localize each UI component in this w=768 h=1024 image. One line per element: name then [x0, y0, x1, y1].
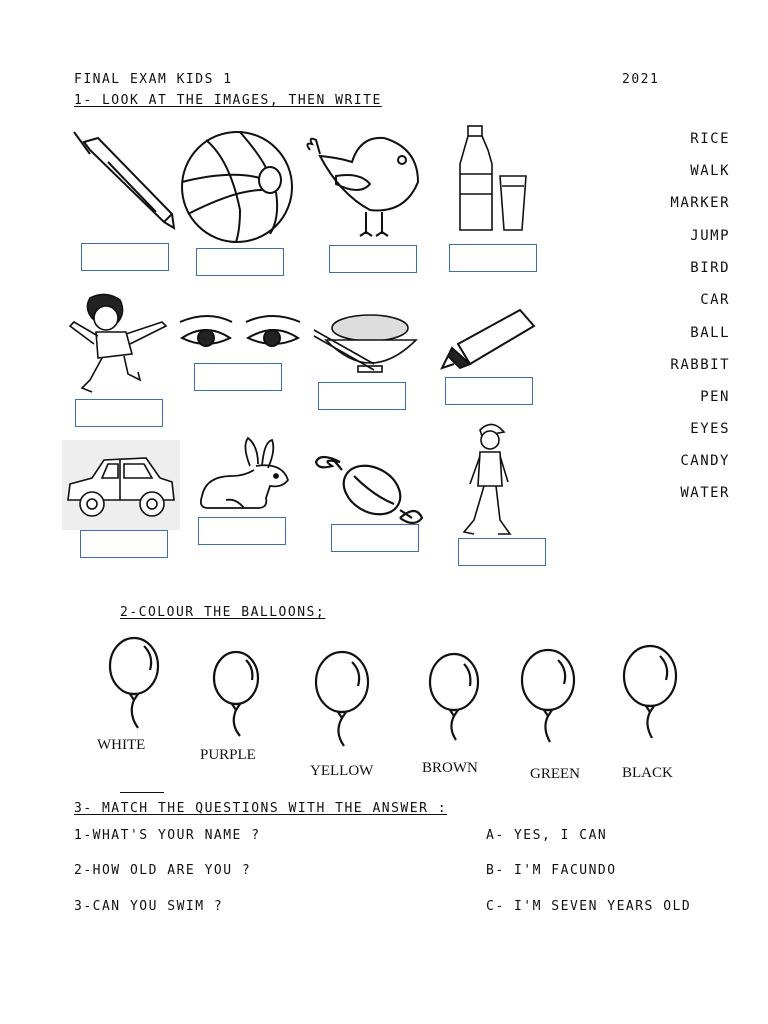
- marker-image: [440, 306, 538, 374]
- question-3: 3-CAN YOU SWIM ?: [74, 899, 224, 914]
- word-bank-item: WATER: [680, 485, 730, 501]
- answer-box-marker[interactable]: [445, 377, 533, 405]
- balloon-label-white: WHITE: [97, 737, 146, 753]
- rice-image: [312, 312, 420, 378]
- answer-box-car[interactable]: [80, 530, 168, 558]
- section1-heading: 1- LOOK AT THE IMAGES, THEN WRITE: [74, 93, 382, 108]
- word-bank-item: PEN: [700, 389, 730, 405]
- answer-a: A- YES, I CAN: [486, 828, 608, 843]
- balloon-label-green: GREEN: [530, 766, 580, 782]
- answer-box-jump[interactable]: [75, 399, 163, 427]
- balloon-brown-icon: [428, 654, 482, 744]
- exam-title: FINAL EXAM KIDS 1: [74, 72, 233, 87]
- word-bank-item: RICE: [690, 131, 730, 147]
- word-bank-item: JUMP: [690, 228, 730, 244]
- answer-box-bird[interactable]: [329, 245, 417, 273]
- walking-boy-image: [460, 422, 522, 540]
- word-bank-item: RABBIT: [670, 357, 730, 373]
- word-bank-item: CAR: [700, 292, 730, 308]
- word-bank-item: EYES: [690, 421, 730, 437]
- section2-heading: 2-COLOUR THE BALLOONS;: [120, 605, 326, 620]
- answer-b: B- I'M FACUNDO: [486, 863, 617, 878]
- balloon-black-icon: [622, 644, 678, 740]
- answer-box-rice[interactable]: [318, 382, 406, 410]
- rabbit-image: [196, 436, 294, 512]
- answer-box-candy[interactable]: [331, 524, 419, 552]
- candy-image: [314, 436, 426, 526]
- balloon-white-icon: [108, 636, 162, 732]
- exam-year: 2021: [622, 72, 660, 87]
- word-bank-item: WALK: [690, 163, 730, 179]
- question-2: 2-HOW OLD ARE YOU ?: [74, 863, 252, 878]
- question-1: 1-WHAT'S YOUR NAME ?: [74, 828, 261, 843]
- answer-box-pen[interactable]: [81, 243, 169, 271]
- word-bank-item: BIRD: [690, 260, 730, 276]
- answer-box-eyes[interactable]: [194, 363, 282, 391]
- balloon-green-icon: [520, 648, 576, 744]
- car-image: [62, 440, 180, 530]
- answer-box-ball[interactable]: [196, 248, 284, 276]
- balloon-label-yellow: YELLOW: [310, 763, 374, 779]
- pen-image: [68, 128, 178, 230]
- balloon-purple-icon: [212, 650, 262, 740]
- answer-box-rabbit[interactable]: [198, 517, 286, 545]
- ball-image: [180, 130, 295, 245]
- balloon-label-black: BLACK: [622, 765, 673, 781]
- answer-box-walk[interactable]: [458, 538, 546, 566]
- balloon-label-purple: PURPLE: [200, 747, 256, 763]
- word-bank-item: BALL: [690, 325, 730, 341]
- divider: [120, 792, 164, 793]
- bird-image: [300, 132, 425, 242]
- eyes-image: [178, 312, 302, 354]
- answer-box-water[interactable]: [449, 244, 537, 272]
- section3-heading: 3- MATCH THE QUESTIONS WITH THE ANSWER :: [74, 801, 448, 816]
- water-image: [454, 124, 544, 236]
- balloon-yellow-icon: [314, 650, 370, 748]
- balloon-label-brown: BROWN: [422, 760, 478, 776]
- word-bank-item: CANDY: [680, 453, 730, 469]
- word-bank-item: MARKER: [670, 195, 730, 211]
- answer-c: C- I'M SEVEN YEARS OLD: [486, 899, 692, 914]
- jumping-boy-image: [66, 292, 172, 398]
